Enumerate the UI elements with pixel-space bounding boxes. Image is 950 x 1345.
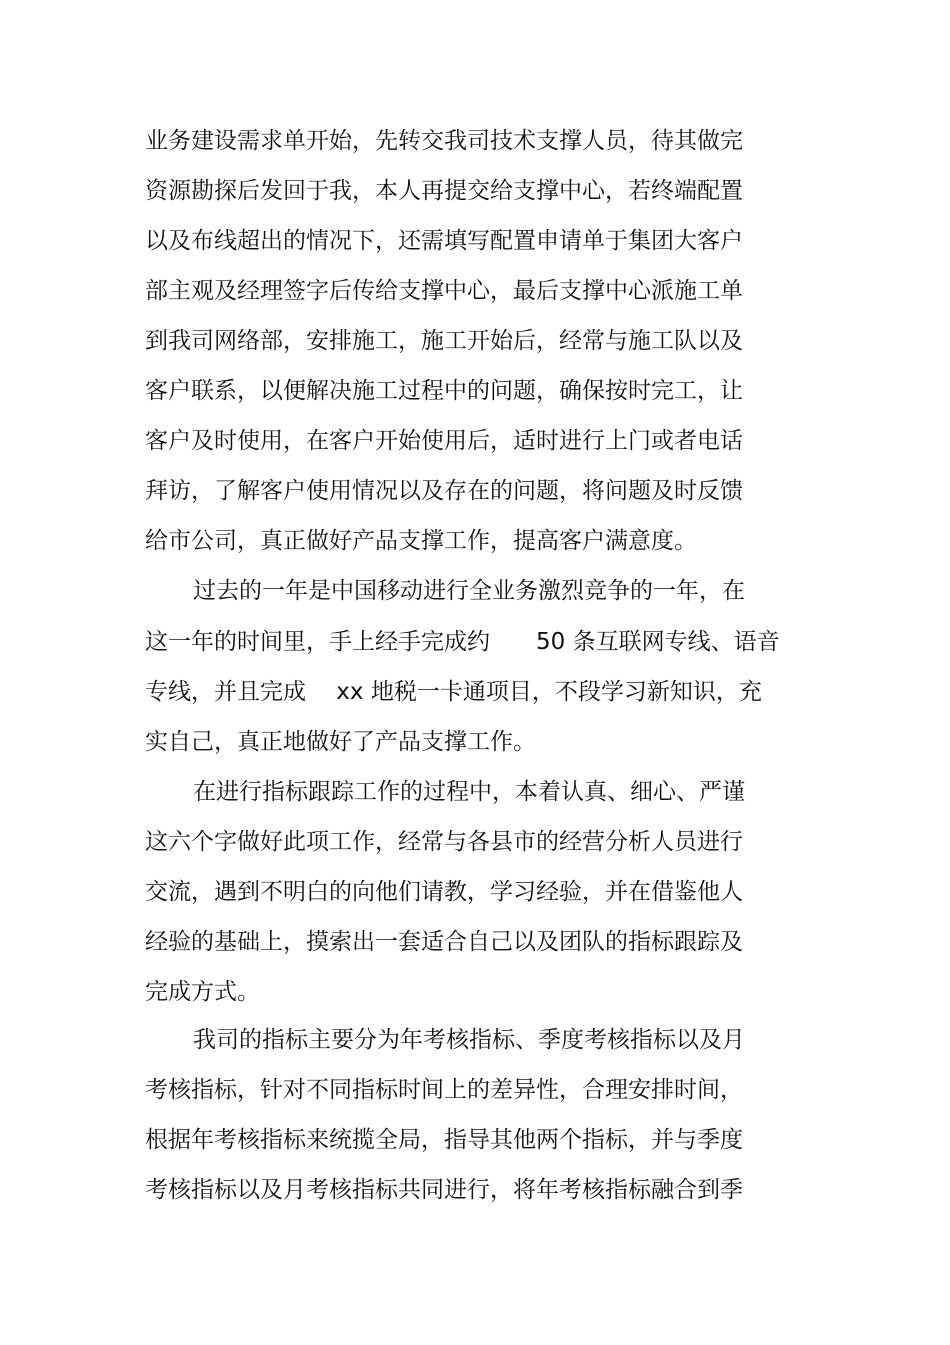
text-line: 客户联系，以便解决施工过程中的问题，确保按时完工，让 [145,378,743,404]
paragraph-first-line: 我司的指标主要分为年考核指标、季度考核指标以及月 [193,1027,745,1053]
text-line: 交流，遇到不明白的向他们请教，学习经验，并在借鉴他人 [145,879,743,905]
text-line: 客户及时使用，在客户开始使用后，适时进行上门或者电话 [145,428,743,454]
text-line: 拜访，了解客户使用情况以及存在的问题，将问题及时反馈 [145,478,743,504]
text-line: 考核指标以及月考核指标共同进行，将年考核指标融合到季 [145,1177,743,1203]
text-line: 这一年的时间里，手上经手完成约 50 条互联网专线、语音 [145,629,780,655]
text-line: 根据年考核指标来统揽全局，指导其他两个指标，并与季度 [145,1127,743,1153]
text-line: 考核指标，针对不同指标时间上的差异性，合理安排时间， [145,1077,743,1103]
text-line: 业务建设需求单开始，先转交我司技术支撑人员，待其做完 [145,128,743,154]
text-line: 资源勘探后发回于我，本人再提交给支撑中心，若终端配置 [145,178,743,204]
paragraph-first-line: 过去的一年是中国移动进行全业务激烈竞争的一年，在 [193,578,745,604]
text-line: 给市公司，真正做好产品支撑工作，提高客户满意度。 [145,528,697,554]
text-line: 这六个字做好此项工作，经常与各县市的经营分析人员进行 [145,829,743,855]
text-line: 以及布线超出的情况下，还需填写配置申请单于集团大客户 [145,228,743,254]
text-line: 完成方式。 [145,979,260,1005]
text-line: 实自己，真正地做好了产品支撑工作。 [145,729,536,755]
text-line: 到我司网络部，安排施工，施工开始后，经常与施工队以及 [145,328,743,354]
text-line: 专线，并且完成 xx 地税一卡通项目，不段学习新知识，充 [145,679,762,705]
text-line: 部主观及经理签字后传给支撑中心，最后支撑中心派施工单 [145,278,743,304]
paragraph-first-line: 在进行指标跟踪工作的过程中，本着认真、细心、严谨 [193,779,745,805]
text-line: 经验的基础上，摸索出一套适合自己以及团队的指标跟踪及 [145,929,743,955]
